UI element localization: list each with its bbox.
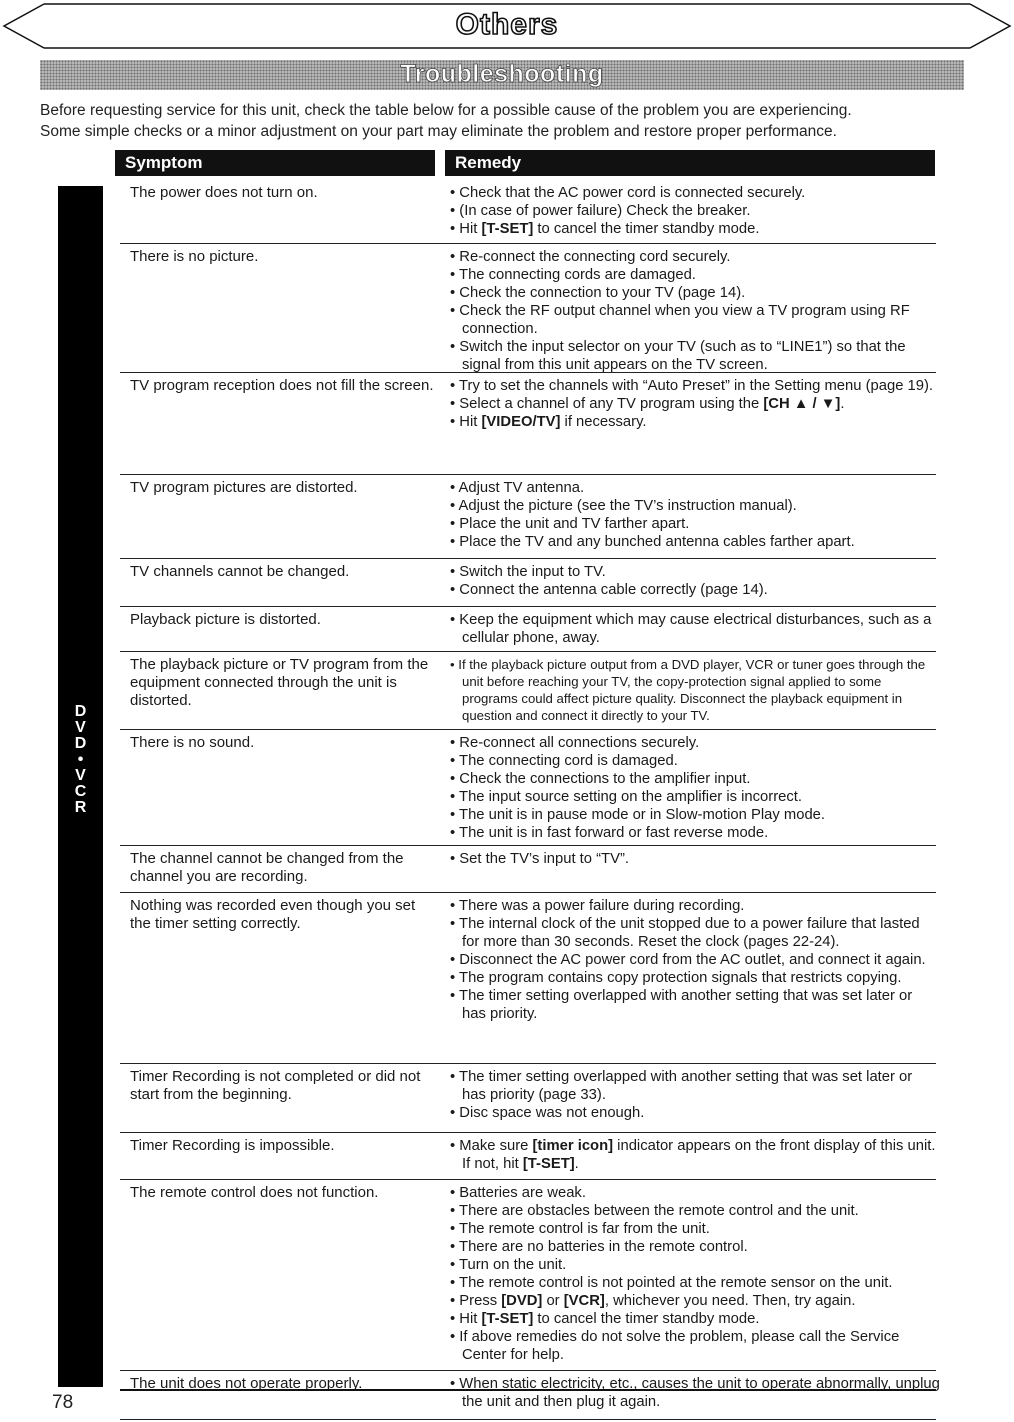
remedy-text: if necessary.: [560, 414, 647, 430]
remedy-item: • Adjust TV antenna.: [450, 480, 585, 496]
remedy-cell: [450, 1375, 940, 1411]
symptom-cell: TV channels cannot be changed.: [130, 563, 350, 580]
remedy-cell: [450, 563, 940, 599]
remedy-cell: [450, 479, 940, 551]
remedy-item: • There was a power failure during recording.: [450, 898, 745, 914]
symptom-cell: There is no picture.: [130, 248, 259, 265]
remedy-item: • Re-connect all connections securely.: [450, 735, 700, 751]
symptom-cell: TV program pictures are distorted.: [130, 479, 358, 496]
remedy-item: • If above remedies do not solve the problem, please call the Service Center for help.: [450, 1329, 900, 1363]
table-row: [120, 846, 936, 893]
side-tab-letter: R: [74, 799, 87, 816]
remedy-item: • Check that the AC power cord is connected securely.: [450, 185, 806, 201]
table-row: [120, 373, 936, 475]
intro-line: Some simple checks or a minor adjustment on your part may eliminate the problem and restore proper performance.: [40, 123, 837, 140]
remedy-cell: [450, 656, 940, 724]
remedy-item: [450, 395, 940, 413]
table-row: [120, 244, 936, 373]
button-label: [CH ▲ / ▼]: [763, 396, 841, 412]
table-row: [120, 893, 936, 1064]
remedy-cell: [450, 850, 940, 868]
table-row: [120, 730, 936, 846]
remedy-item: • The connecting cord is damaged.: [450, 753, 678, 769]
remedy-text: • Hit: [450, 414, 482, 430]
remedy-item: • If the playback picture output from a DVD player, VCR or tuner goes through the unit before reaching your TV, the copy-protection signal applied to some programs could affect picture quality. Disconnect the playback equipment in question and connect it directly to your TV.: [450, 657, 926, 723]
remedy-text: indicator appears on the front display of this unit. If not, hit: [462, 1138, 936, 1172]
remedy-column-header: Remedy: [445, 150, 935, 176]
remedy-cell: [450, 1068, 940, 1122]
side-tab-letters: [58, 704, 103, 816]
remedy-text: • Hit: [450, 221, 482, 237]
remedy-item: • There are no batteries in the remote control.: [450, 1239, 748, 1255]
remedy-item: [450, 1292, 940, 1310]
symptom-cell: Timer Recording is not completed or did not start from the beginning.: [130, 1068, 421, 1103]
remedy-item: • Adjust the picture (see the TV’s instruction manual).: [450, 498, 797, 514]
intro-line: Before requesting service for this unit, check the table below for a possible cause of the problem you are experiencing.: [40, 102, 852, 119]
table-row: [120, 180, 936, 244]
remedy-item: • Try to set the channels with “Auto Preset” in the Setting menu (page 19).: [450, 378, 934, 394]
side-tab-letter: D: [74, 735, 87, 752]
remedy-cell: [450, 611, 940, 647]
remedy-cell: [450, 248, 940, 374]
remedy-item: • Set the TV’s input to “TV”.: [450, 851, 629, 867]
section-title: Others: [455, 8, 559, 41]
remedy-item: • The internal clock of the unit stopped due to a power failure that lasted for more than 30 seconds. Reset the clock (pages 22-24).: [450, 916, 920, 950]
remedy-cell: [450, 734, 940, 842]
remedy-text: • Press: [450, 1293, 502, 1309]
remedy-item: • Keep the equipment which may cause electrical disturbances, such as a cellular phone, away.: [450, 612, 932, 646]
remedy-item: • Batteries are weak.: [450, 1185, 586, 1201]
button-label: [T-SET]: [481, 1311, 534, 1327]
remedy-item: [450, 220, 940, 238]
remedy-item: • Check the connections to the amplifier input.: [450, 771, 751, 787]
side-tab-letter: •: [77, 751, 84, 768]
remedy-cell: [450, 1137, 940, 1173]
remedy-item: • The remote control is far from the unit.: [450, 1221, 710, 1237]
remedy-item: • (In case of power failure) Check the breaker.: [450, 203, 751, 219]
remedy-item: • The unit is in fast forward or fast reverse mode.: [450, 825, 769, 841]
remedy-item: • When static electricity, etc., causes the unit to operate abnormally, unplug the unit and then plug it again.: [450, 1376, 940, 1410]
table-row: [120, 652, 936, 730]
remedy-item: • Disc space was not enough.: [450, 1105, 645, 1121]
symptom-cell: The playback picture or TV program from the equipment connected through the unit is distorted.: [130, 656, 429, 709]
remedy-item: • The timer setting overlapped with another setting that was set later or has priority (page 33).: [450, 1069, 913, 1103]
symptom-column-header: Symptom: [115, 150, 435, 176]
remedy-text: .: [574, 1156, 579, 1172]
remedy-text: • Hit: [450, 1311, 482, 1327]
remedy-cell: [450, 897, 940, 1023]
button-label: [DVD]: [501, 1293, 543, 1309]
button-label: [VIDEO/TV]: [481, 414, 561, 430]
remedy-item: • Switch the input selector on your TV (such as to “LINE1”) so that the signal from this unit appears on the TV screen.: [450, 339, 906, 373]
page-number: 78: [52, 1392, 74, 1413]
remedy-item: • Check the RF output channel when you view a TV program using RF connection.: [450, 303, 910, 337]
table-row: [120, 1133, 936, 1180]
symptom-cell: TV program reception does not fill the screen.: [130, 377, 434, 394]
remedy-text: to cancel the timer standby mode.: [533, 221, 760, 237]
symptom-cell: Playback picture is distorted.: [130, 611, 321, 628]
table-row: [120, 559, 936, 607]
side-tab-letter: V: [75, 719, 86, 736]
button-label: [T-SET]: [481, 221, 534, 237]
symptom-cell: Nothing was recorded even though you set the timer setting correctly.: [130, 897, 416, 932]
page-title: Troubleshooting: [400, 60, 604, 88]
remedy-item: • The input source setting on the amplifier is incorrect.: [450, 789, 802, 805]
remedy-item: [450, 413, 940, 431]
button-label: [VCR]: [563, 1293, 605, 1309]
symptom-cell: There is no sound.: [130, 734, 255, 751]
table-row: [120, 1371, 940, 1420]
remedy-item: • There are obstacles between the remote control and the unit.: [450, 1203, 859, 1219]
remedy-item: • The program contains copy protection signals that restricts copying.: [450, 970, 902, 986]
remedy-item: [450, 1310, 940, 1328]
symptom-cell: Timer Recording is impossible.: [130, 1137, 335, 1154]
remedy-text: .: [840, 396, 845, 412]
bottom-rule: [120, 1389, 936, 1391]
remedy-item: • The remote control is not pointed at the remote sensor on the unit.: [450, 1275, 893, 1291]
table-row: [120, 1064, 936, 1133]
remedy-item: • Disconnect the AC power cord from the AC outlet, and connect it again.: [450, 952, 926, 968]
side-tab-letter: V: [75, 767, 86, 784]
symptom-cell: The channel cannot be changed from the channel you are recording.: [130, 850, 404, 885]
remedy-item: [450, 1137, 940, 1173]
remedy-cell: [450, 1184, 940, 1364]
intro-text: [40, 100, 980, 142]
remedy-item: • Switch the input to TV.: [450, 564, 606, 580]
table-row: [120, 475, 936, 559]
side-tab-letter: D: [74, 703, 87, 720]
symptom-cell: The remote control does not function.: [130, 1184, 379, 1201]
symptom-cell: The unit does not operate properly.: [130, 1375, 363, 1392]
symptom-cell: The power does not turn on.: [130, 184, 318, 201]
button-label: [T-SET]: [522, 1156, 575, 1172]
remedy-cell: [450, 377, 940, 431]
table-row: [120, 607, 936, 652]
remedy-item: • The timer setting overlapped with another setting that was set later or has priority.: [450, 988, 913, 1022]
remedy-text: • Select a channel of any TV program using the: [450, 396, 764, 412]
remedy-item: • The unit is in pause mode or in Slow-motion Play mode.: [450, 807, 826, 823]
troubleshooting-table: [120, 180, 940, 1420]
page-title-bar: [40, 60, 964, 90]
remedy-item: • Turn on the unit.: [450, 1257, 567, 1273]
remedy-text: to cancel the timer standby mode.: [533, 1311, 760, 1327]
remedy-cell: [450, 184, 940, 238]
remedy-item: • Check the connection to your TV (page 14).: [450, 285, 746, 301]
remedy-text: • Make sure: [450, 1138, 533, 1154]
remedy-item: • Place the unit and TV farther apart.: [450, 516, 690, 532]
table-row: [120, 1180, 936, 1371]
section-banner: [0, 0, 1014, 52]
remedy-text: , whichever you need. Then, try again.: [604, 1293, 856, 1309]
button-label: [timer icon]: [532, 1138, 614, 1154]
remedy-item: • Place the TV and any bunched antenna cables farther apart.: [450, 534, 855, 550]
remedy-item: • Re-connect the connecting cord securely.: [450, 249, 731, 265]
side-tab-dvd-vcr: [58, 186, 103, 1387]
side-tab-letter: C: [74, 783, 87, 800]
remedy-item: • Connect the antenna cable correctly (page 14).: [450, 582, 768, 598]
remedy-item: • The connecting cords are damaged.: [450, 267, 696, 283]
remedy-text: or: [542, 1293, 564, 1309]
